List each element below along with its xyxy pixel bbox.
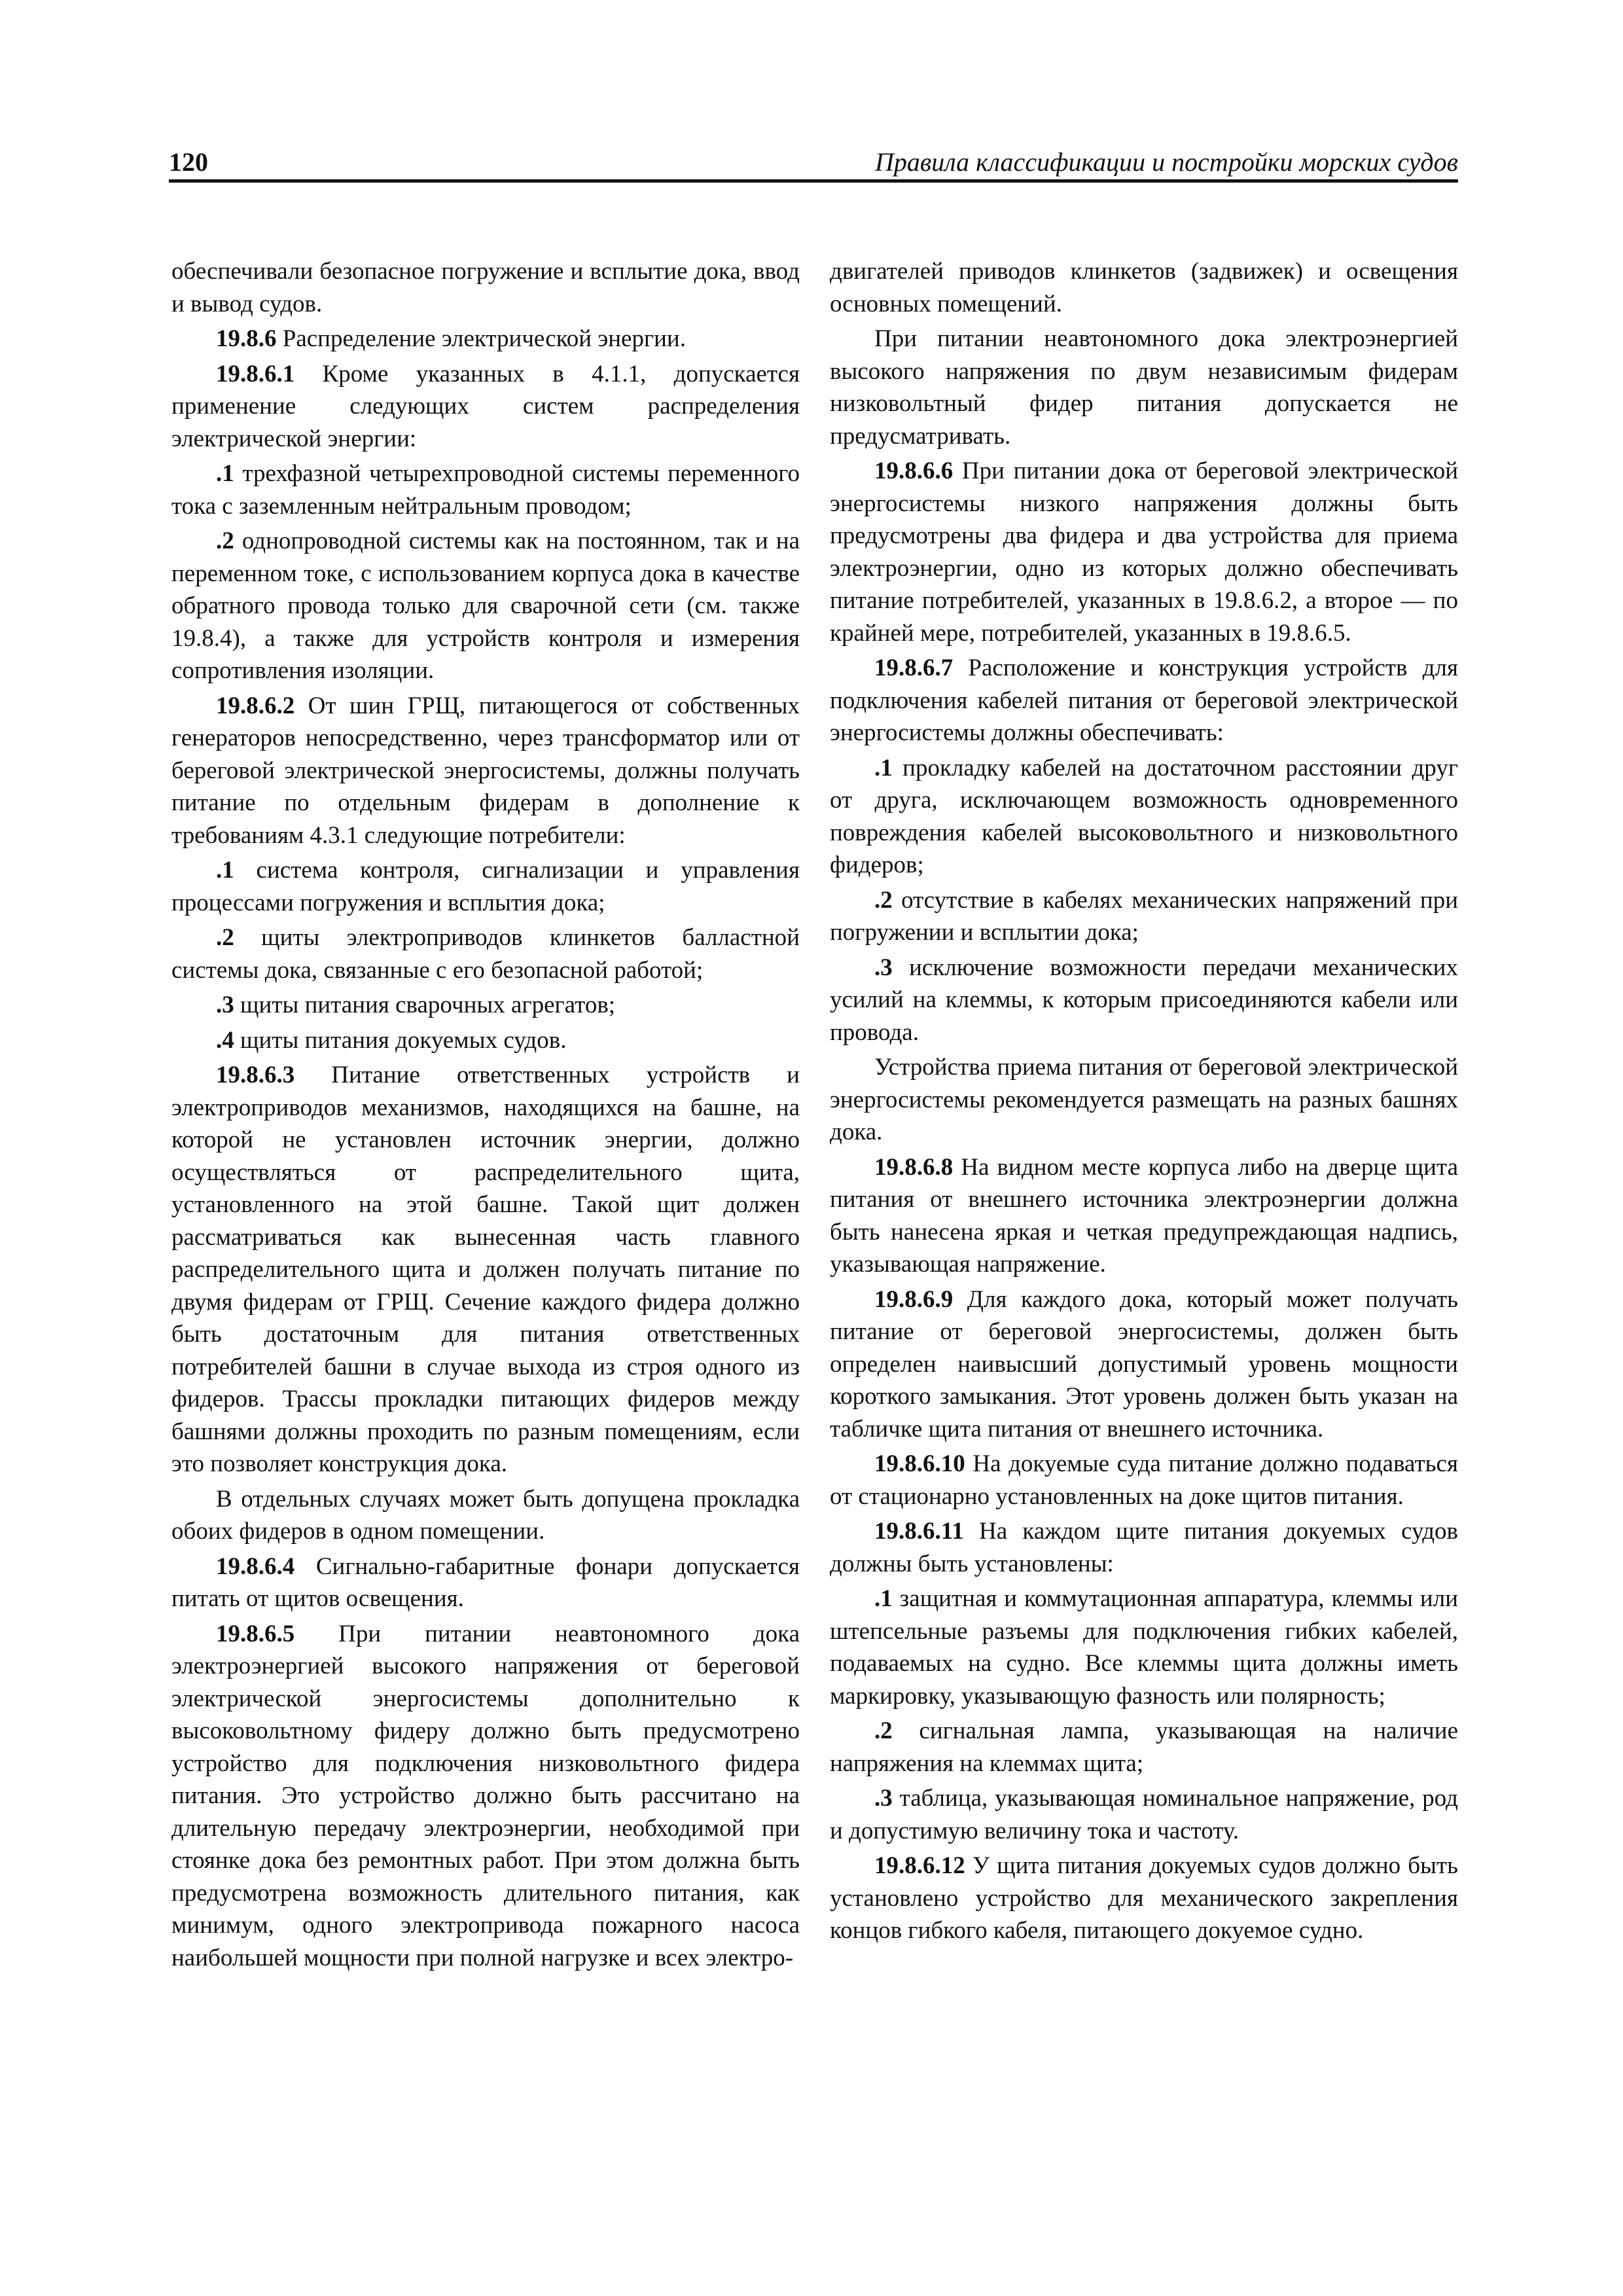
clause-number: 19.8.6.6	[874, 457, 954, 484]
paragraph	[830, 652, 1458, 749]
paragraph-text: От шин ГРЩ, питающегося от собственных генераторов непосредственно, через трансформатор или от береговой электрической энергосистемы, должны получать питание по отдельным фидерам в дополнение к требованиям 4.3.1 следующие потребители:	[171, 692, 800, 849]
paragraph	[830, 884, 1458, 949]
paragraph	[830, 1051, 1458, 1149]
paragraph	[171, 1618, 800, 1975]
paragraph-text: В отдельных случаях может быть допущена прокладка обоих фидеров в одном помещении.	[171, 1485, 800, 1545]
paragraph-text: Сигнально-габаритные фонари допускается питать от щитов освещения.	[171, 1552, 800, 1612]
paragraph-text: обеспечивали безопасное погружение и всплытие дока, ввод и вывод судов.	[171, 258, 800, 317]
paragraph	[830, 323, 1458, 452]
paragraph	[830, 1583, 1458, 1712]
clause-number: 19.8.6.10	[874, 1450, 965, 1477]
clause-number: 19.8.6.11	[874, 1518, 964, 1545]
paragraph-text: Распределение электрической энергии.	[276, 325, 686, 352]
clause-number: .3	[874, 1785, 893, 1812]
clause-number: 19.8.6.3	[216, 1062, 295, 1088]
clause-number: 19.8.6.9	[874, 1285, 954, 1313]
paragraph	[171, 1059, 800, 1480]
paragraph	[171, 457, 800, 522]
paragraph-text: трехфазной четырехпроводной системы переменного тока с заземленным нейтральным проводом;	[171, 460, 800, 520]
clause-number: .1	[216, 857, 234, 884]
paragraph	[830, 255, 1458, 320]
paragraph-text: Кроме указанных в 4.1.1, допускается применение следующих систем распределения электрической энергии:	[171, 360, 800, 452]
page-number: 120	[169, 147, 208, 177]
paragraph-text: сигнальная лампа, указывающая на наличие напряжения на клеммах щита;	[830, 1717, 1458, 1777]
paragraph-text: При питании дока от береговой электрической энергосистемы низкого напряжения должны быть предусмотрены два фидера и два устройства для приема электроэнергии, одно из которых должно обеспечивать питание потребителей, указанных в 19.8.6.2, а второе — по крайней мере, потребителей, указанных в 19.8.6.5.	[830, 457, 1458, 647]
paragraph-text: защитная и коммутационная аппаратура, клеммы или штепсельные разъемы для подключения гибких кабелей, подаваемых на судно. Все клеммы щита должны иметь маркировку, указывающую фазность или полярность;	[830, 1585, 1458, 1710]
paragraph-text: отсутствие в кабелях механических напряжений при погружении и всплытии дока;	[830, 886, 1458, 946]
paragraph	[830, 1151, 1458, 1281]
paragraph-text: щиты питания сварочных агрегатов;	[234, 992, 616, 1018]
paragraph	[171, 1551, 800, 1615]
clause-number: 19.8.6.12	[874, 1852, 965, 1879]
paragraph-text: щиты электроприводов клинкетов балластной системы дока, связанные с его безопасной работой;	[171, 924, 800, 984]
paragraph-text: однопроводной системы как на постоянном, так и на переменном токе, с использованием корпуса дока в качестве обратного провода только для сварочной сети (см. также 19.8.4), а также для устройств контроля и измерения сопротивления изоляции.	[171, 528, 800, 684]
clause-number: 19.8.6.8	[874, 1153, 954, 1181]
paragraph-text: Для каждого дока, который может получать питание от береговой энергосистемы, должен быть определен наивысший допустимый уровень мощности короткого замыкания. Этот уровень должен быть указан на табличке щита питания от внешнего источника.	[830, 1285, 1458, 1443]
paragraph	[830, 1515, 1458, 1580]
paragraph	[830, 952, 1458, 1049]
paragraph	[171, 854, 800, 919]
paragraph	[830, 1782, 1458, 1847]
clause-number: .4	[216, 1026, 234, 1054]
paragraph-text: двигателей приводов клинкетов (задвижек) и освещения основных помещений.	[830, 258, 1458, 317]
paragraph-text: таблица, указывающая номинальное напряжение, род и допустимую величину тока и частоту.	[830, 1785, 1458, 1844]
paragraph	[830, 1715, 1458, 1780]
clause-number: 19.8.6	[216, 325, 277, 352]
paragraph	[171, 922, 800, 986]
paragraph-text: система контроля, сигнализации и управления процессами погружения и всплытия дока;	[171, 857, 800, 916]
paragraph-text: У щита питания докуемых судов должно быть установлено устройство для механического закрепления концов гибкого кабеля, питающего докуемое судно.	[830, 1852, 1458, 1944]
paragraph-text: прокладку кабелей на достаточном расстоянии друг от друга, исключающем возможность одновременного повреждения кабелей высоковольтного и низковольтного фидеров;	[830, 754, 1458, 878]
clause-number: .1	[216, 460, 234, 487]
paragraph-text: При питании неавтономного дока электроэнергией высокого напряжения от береговой электрической энергосистемы дополнительно к высоковольтному фидеру должно быть предусмотрено устройство для подключения низковольтного фидера питания. Это устройство должно быть рассчитано на длительную передачу электроэнергии, необходимой при стоянке дока без ремонтных работ. При этом должна быть предусмотрена возможность длительного питания, как минимум, одного электропривода пожарного насоса наибольшей мощности при полной нагрузке и всех электро-	[171, 1620, 800, 1971]
clause-number: 19.8.6.2	[216, 692, 295, 719]
clause-number: 19.8.6.5	[216, 1620, 295, 1647]
page-header	[169, 145, 1458, 183]
paragraph-text: щиты питания докуемых судов.	[234, 1026, 567, 1054]
paragraph	[171, 525, 800, 687]
paragraph	[830, 1448, 1458, 1513]
paragraph	[171, 358, 800, 456]
paragraph	[830, 1850, 1458, 1947]
clause-number: .2	[874, 886, 893, 914]
paragraph-text: Устройства приема питания от береговой электрической энергосистемы рекомендуется размещать на разных башнях дока.	[830, 1054, 1458, 1145]
clause-number: .3	[216, 992, 234, 1018]
paragraph	[171, 690, 800, 852]
paragraph	[171, 255, 800, 320]
left-column	[171, 255, 800, 1977]
paragraph	[171, 1483, 800, 1548]
right-column	[830, 255, 1458, 1950]
clause-number: .1	[874, 754, 893, 781]
paragraph	[171, 1024, 800, 1057]
paragraph-text: При питании неавтономного дока электроэнергией высокого напряжения по двум независимым фидерам низковольтный фидер питания допускается не предусматривать.	[830, 325, 1458, 450]
clause-number: 19.8.6.7	[874, 655, 954, 681]
paragraph-text: исключение возможности передачи механических усилий на клеммы, к которым присоединяются кабели или провода.	[830, 954, 1458, 1046]
paragraph-text: Питание ответственных устройств и электроприводов механизмов, находящихся на башне, на которой не установлен источник энергии, должно осуществляться от распределительного щита, установленного на этой башне. Такой щит должен рассматриваться как вынесенная часть главного распределительного щита и должен получать питание по двумя фидерам от ГРЩ. Сечение каждого фидера должно быть достаточным для питания ответственных потребителей башни в случае выхода из строя одного из фидеров. Трассы прокладки питающих фидеров между башнями должны проходить по разным помещениям, если это позволяет конструкция дока.	[171, 1062, 800, 1477]
paragraph-text: На докуемые суда питание должно подаваться от стационарно установленных на доке щитов питания.	[830, 1450, 1458, 1510]
paragraph	[830, 1283, 1458, 1446]
clause-number: .3	[874, 954, 893, 981]
paragraph	[830, 752, 1458, 882]
paragraph-text: На видном месте корпуса либо на дверце щита питания от внешнего источника электроэнергии должна быть нанесена яркая и четкая предупреждающая надпись, указывающая напряжение.	[830, 1153, 1458, 1278]
clause-number: .2	[216, 528, 234, 554]
clause-number: .2	[216, 924, 234, 951]
clause-number: 19.8.6.1	[216, 360, 295, 387]
clause-number: .1	[874, 1585, 893, 1612]
clause-number: 19.8.6.4	[216, 1552, 295, 1580]
clause-number: .2	[874, 1717, 893, 1744]
running-title: Правила классификации и постройки морских судов	[874, 147, 1458, 177]
paragraph-text: Расположение и конструкция устройств для подключения кабелей питания от береговой электрической энергосистемы должны обеспечивать:	[830, 655, 1458, 746]
paragraph	[830, 455, 1458, 649]
paragraph	[171, 323, 800, 355]
paragraph	[171, 989, 800, 1022]
paragraph-text: На каждом щите питания докуемых судов должны быть установлены:	[830, 1518, 1458, 1577]
